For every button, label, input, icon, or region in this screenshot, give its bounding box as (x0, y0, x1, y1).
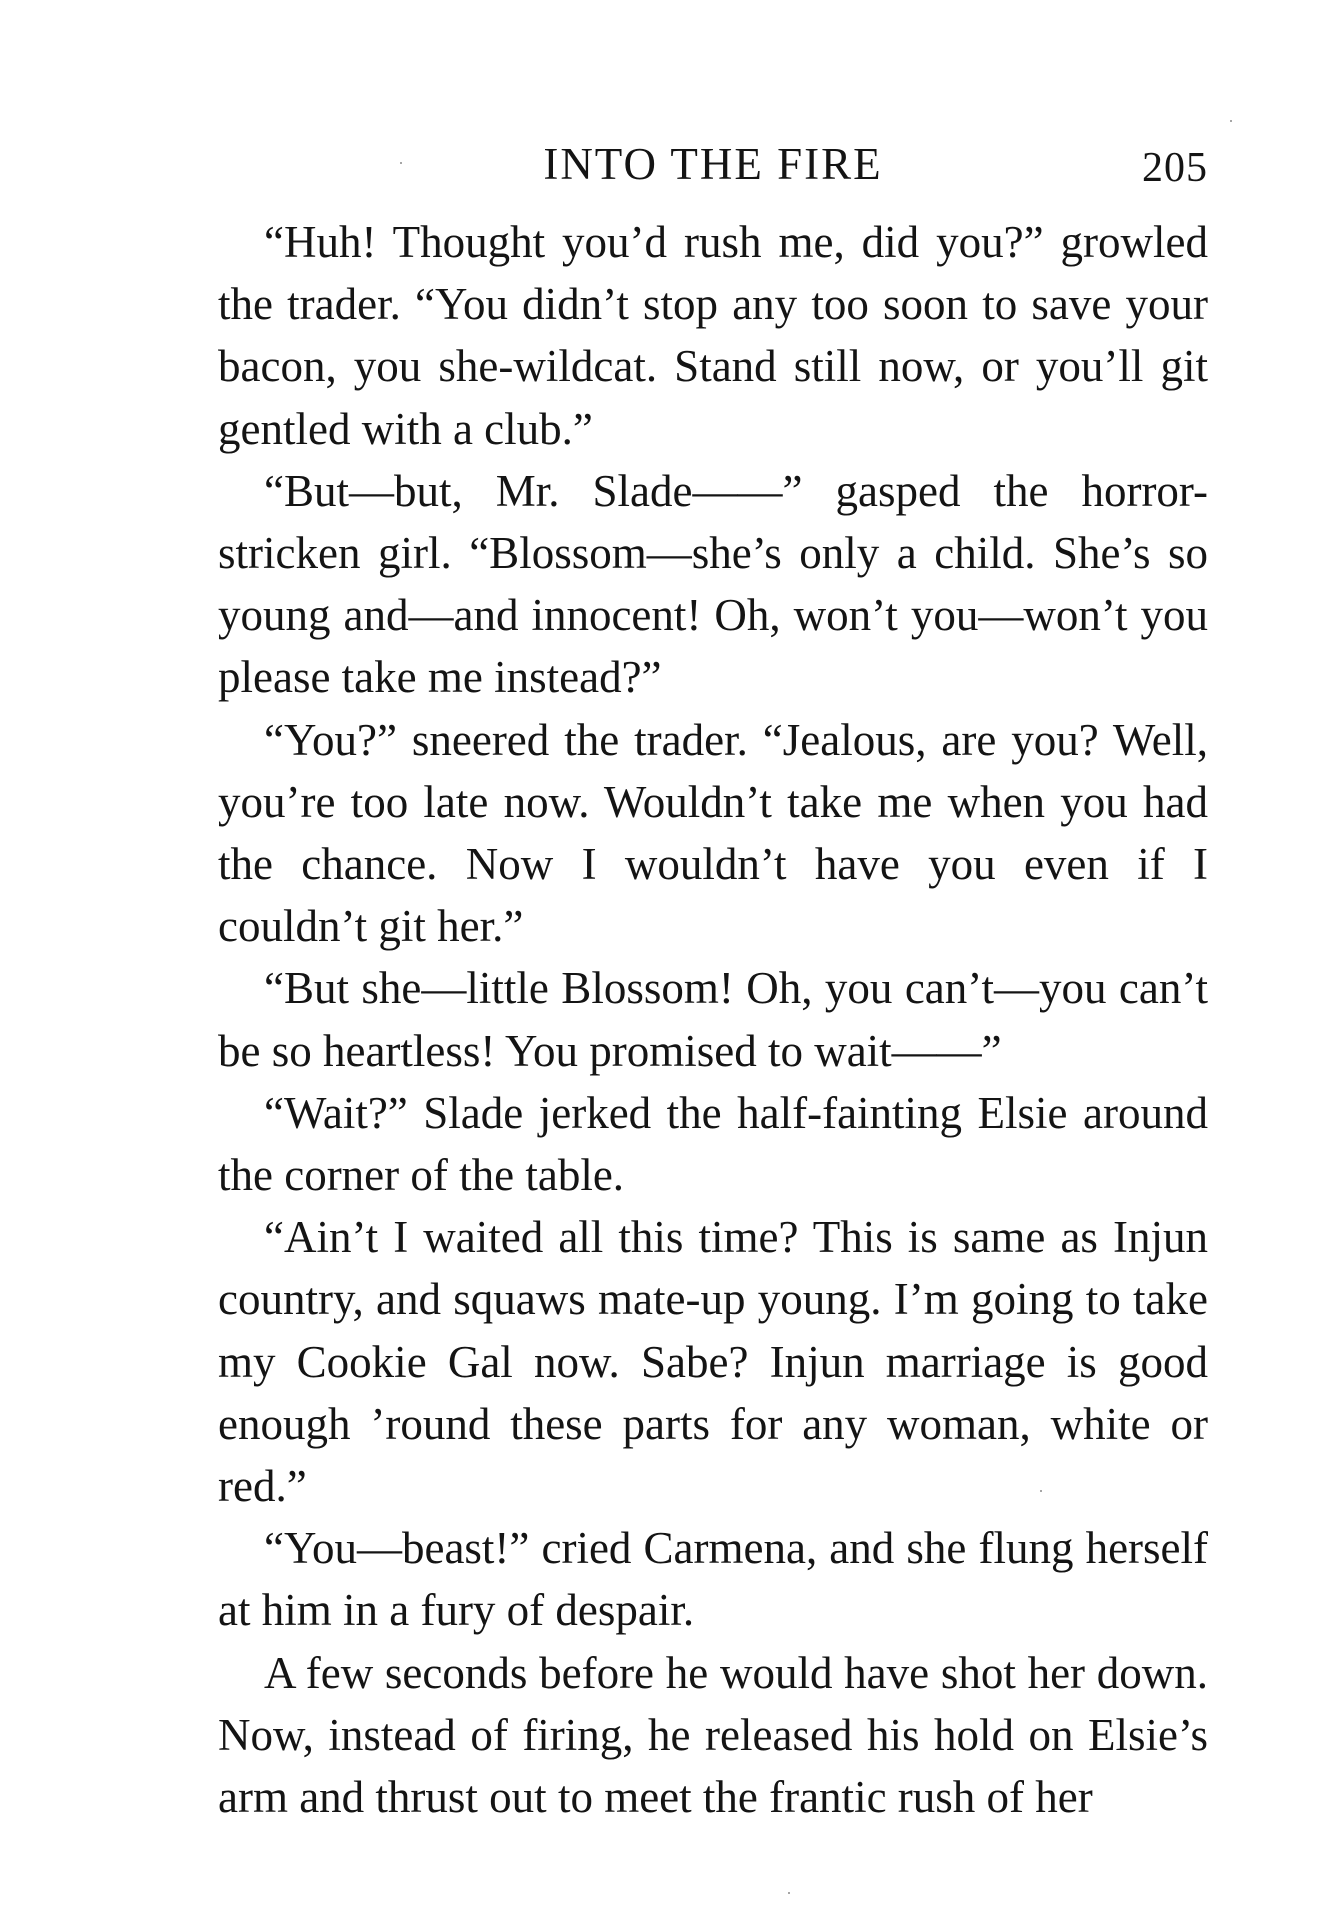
paragraph: A few seconds before he would have shot her down. Now, instead of firing, he released his hold on Elsie’s arm and thrust out to meet the frantic rush of her (218, 1647, 1208, 1823)
paragraph: “Ain’t I waited all this time? This is same as Injun country, and squaws mate-up young. I’m going to take my Cookie Gal now. Sabe? Injun marriage is good enough ’round these parts for any woman, white or red.” (218, 1212, 1208, 1512)
running-head (218, 134, 1208, 194)
paragraph: “You—beast!” cried Carmena, and she flung herself at him in a fury of despair. (218, 1523, 1208, 1636)
paper-speck (1040, 1490, 1042, 1492)
page-number: 205 (1142, 145, 1208, 191)
paragraph: “But—but, Mr. Slade——” gasped the horror-stricken girl. “Blossom—she’s only a child. She’s so young and—and innocent! Oh, won’t you—won’t you please take me instead?” (218, 465, 1208, 703)
paragraph: “Wait?” Slade jerked the half-fainting Elsie around the corner of the table. (218, 1087, 1208, 1201)
paragraph: “Huh! Thought you’d rush me, did you?” growled the trader. “You didn’t stop any too soon to save your bacon, you she-wildcat. Stand still now, or you’ll git gentled with a club.” (218, 217, 1208, 454)
body-text (218, 211, 1208, 1828)
chapter-title: INTO THE FIRE (543, 139, 883, 189)
paper-speck (400, 162, 402, 164)
paragraph: “But she—little Blossom! Oh, you can’t—you can’t be so heartless! You promised to wait——” (218, 963, 1208, 1076)
paragraph: “You?” sneered the trader. “Jealous, are you? Well, you’re too late now. Wouldn’t take me when you had the chance. Now I wouldn’t have you even if I couldn’t git her.” (218, 714, 1208, 952)
paper-speck (788, 1892, 790, 1894)
paper-speck (1230, 120, 1232, 122)
